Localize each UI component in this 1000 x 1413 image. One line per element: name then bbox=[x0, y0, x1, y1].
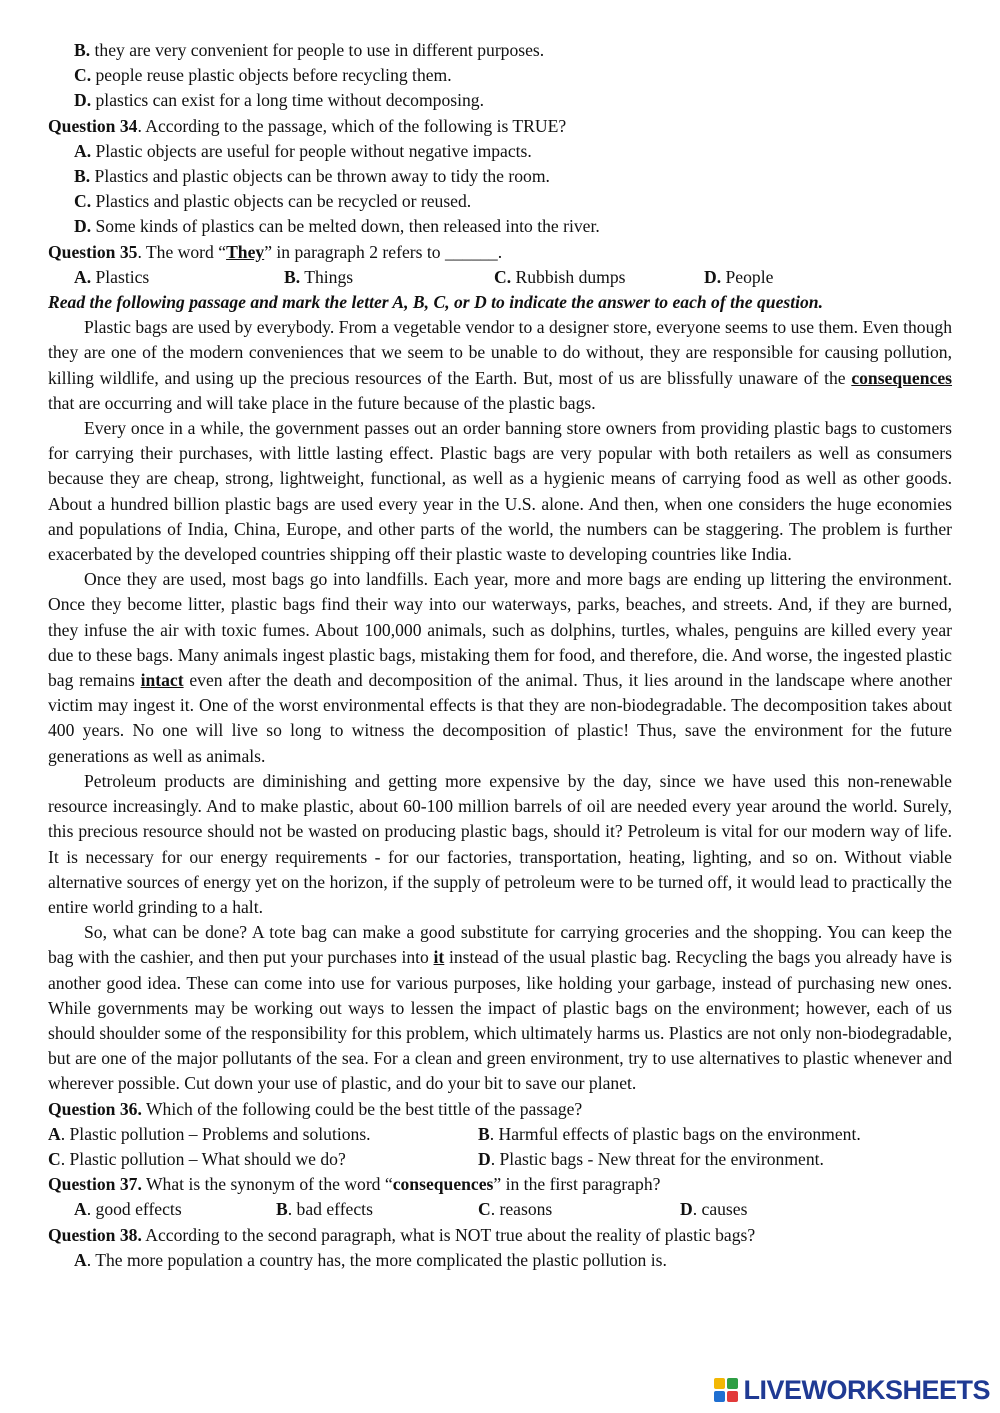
q35-option-c: C. Rubbish dumps bbox=[494, 266, 626, 287]
q36-option-c: C. Plastic pollution – What should we do? bbox=[48, 1148, 346, 1169]
liveworksheets-logo-icon bbox=[714, 1378, 738, 1402]
q34-stem: Question 34. According to the passage, which of the following is TRUE? bbox=[48, 115, 567, 136]
q37-option-d: D. causes bbox=[680, 1199, 748, 1220]
q35-option-b: B. Things bbox=[284, 266, 354, 287]
q35-option-d: D. People bbox=[704, 266, 774, 287]
q37-options bbox=[48, 1197, 952, 1222]
q33-option-d: D. plastics can exist for a long time without decomposing. bbox=[74, 90, 484, 111]
q36-option-d: D. Plastic bags - New threat for the environment. bbox=[478, 1148, 824, 1169]
q36-option-b: B. Harmful effects of plastic bags on the environment. bbox=[478, 1123, 861, 1144]
q36-option-a: A. Plastic pollution – Problems and solutions. bbox=[48, 1123, 371, 1144]
q36-options-row-2 bbox=[48, 1147, 952, 1172]
passage-paragraph-4: Petroleum products are diminishing and getting more expensive by the day, since we have used this non-renewable resource increasingly. And to make plastic, about 60-100 million barrels of oil are needed every year around the world. Surely, this precious resource should not be wasted on producing plastic bags, should it? Petroleum is vital for our modern way of life. It is necessary for our energy requirements - for our factories, transportation, heating, lighting, and so on. Without viable alternative sources of energy yet on the horizon, if the supply of petroleum were to be turned off, it would lead to practically the entire world grinding to a halt. bbox=[48, 770, 952, 917]
q37-stem: Question 37. What is the synonym of the word “consequences” in the first paragraph? bbox=[48, 1174, 661, 1195]
q38-stem: Question 38. According to the second paragraph, what is NOT true about the reality of plastic bags? bbox=[48, 1224, 756, 1245]
q36-options-row-1 bbox=[48, 1122, 952, 1147]
q38-option-a: A. The more population a country has, the more complicated the plastic pollution is. bbox=[74, 1249, 667, 1270]
q34-option-c: C. Plastics and plastic objects can be recycled or reused. bbox=[74, 191, 472, 212]
q35-options bbox=[48, 265, 952, 290]
passage-paragraph-2: Every once in a while, the government passes out an order banning store owners from providing plastic bags to customers for carrying their purchases, with little lasting effect. Plastic bags are very popular with both retailers as well as consumers because they are cheap, strong, lightweight, functional, as well as a hygienic means of carrying food as well as other goods. About a hundred billion plastic bags are used every year in the U.S. alone. And then, when one considers the huge economies and populations of India, China, Europe, and other parts of the world, the numbers can be staggering. The problem is further exacerbated by the developed countries shipping off their plastic waste to developing countries like India. bbox=[48, 418, 952, 565]
q34-option-a: A. Plastic objects are useful for people without negative impacts. bbox=[74, 140, 532, 161]
q36-stem: Question 36. Which of the following could be the best tittle of the passage? bbox=[48, 1098, 583, 1119]
q34-option-d: D. Some kinds of plastics can be melted down, then released into the river. bbox=[74, 216, 600, 237]
q37-option-c: C. reasons bbox=[478, 1199, 553, 1220]
q34-option-b: B. Plastics and plastic objects can be thrown away to tidy the room. bbox=[74, 166, 550, 187]
q37-option-a: A. good effects bbox=[74, 1199, 182, 1220]
passage-paragraph-5: So, what can be done? A tote bag can make a good substitute for carrying groceries and the shopping. You can keep the bag with the cashier, and then put your purchases into it instead of the usual plastic bag. Recycling the bags you already have is another good idea. These can come into use for various purposes, like holding your garbage, instead of purchasing new ones. While governments may be working out ways to lessen the impact of plastic bags on the environment; however, each of us should shoulder some of the responsibility for this problem, which ultimately harms us. Plastics are not only non-biodegradable, but are one of the major pollutants of the sea. For a clean and green environment, try to use alternatives to plastic whenever and wherever possible. Cut down your use of plastic, and do your bit to save our planet. bbox=[48, 922, 952, 1094]
q35-option-a: A. Plastics bbox=[74, 266, 150, 287]
passage-paragraph-1: Plastic bags are used by everybody. From a vegetable vendor to a designer store, everyone seems to use them. Even though they are one of the modern conveniences that we seem to be unable to do without, they are responsible for causing pollution, killing wildlife, and using up the precious resources of the Earth. But, most of us are blissfully unaware of the consequences that are occurring and will take place in the future because of the plastic bags. bbox=[48, 317, 952, 413]
worksheet-page bbox=[48, 38, 952, 1273]
q33-option-b: B. they are very convenient for people to use in different purposes. bbox=[74, 40, 545, 60]
liveworksheets-watermark bbox=[714, 1373, 990, 1407]
watermark-text: LIVEWORKSHEETS bbox=[743, 1374, 990, 1405]
q33-option-c: C. people reuse plastic objects before recycling them. bbox=[74, 65, 452, 86]
q35-stem: Question 35. The word “They” in paragraph 2 refers to ______. bbox=[48, 241, 503, 262]
q37-option-b: B. bad effects bbox=[276, 1199, 373, 1220]
passage-paragraph-3: Once they are used, most bags go into landfills. Each year, more and more bags are ending up littering the environment. Once they become litter, plastic bags find their way into our waterways, parks, beaches, and streets. And, if they are burned, they infuse the air with toxic fumes. About 100,000 animals, such as dolphins, turtles, whales, penguins are killed every year due to these bags. Many animals ingest plastic bags, mistaking them for food, and therefore, die. And worse, the ingested plastic bag remains intact even after the death and decomposition of the animal. Thus, it lies around in the landscape where another victim may ingest it. One of the worst environmental effects is that they are non-biodegradable. The decomposition takes about 400 years. No one will live so long to witness the decomposition of plastic! Thus, save the environment for the future generations as well as animals. bbox=[48, 569, 952, 766]
reading-instruction: Read the following passage and mark the letter A, B, C, or D to indicate the answer to each of the question. bbox=[48, 292, 823, 313]
